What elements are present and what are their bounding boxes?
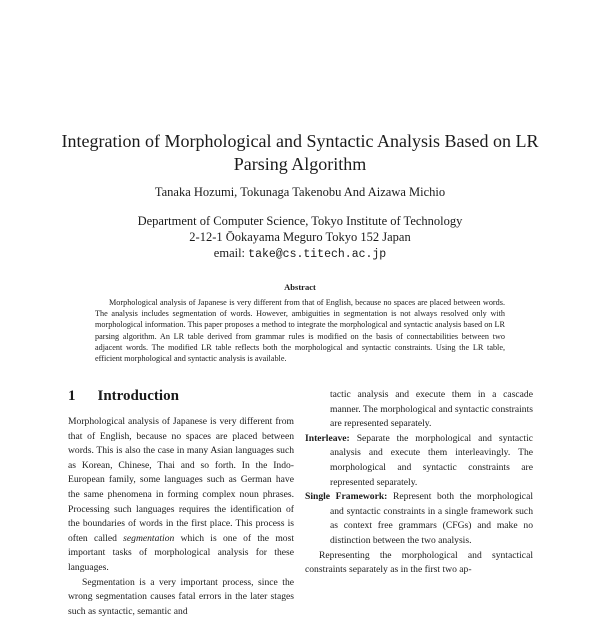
single-framework-item: [305, 490, 533, 548]
single-framework-label: Single Framework:: [305, 491, 388, 503]
segmentation-term: segmentation: [123, 532, 175, 544]
continued-item-text: tactic analysis and execute them in a cascade manner. The morphological and syntactic constraints are represented separately.: [330, 389, 533, 430]
right-column: [305, 388, 533, 578]
section-title: Introduction: [97, 388, 179, 404]
authors: Tanaka Hozumi, Tokunaga Takenobu And Aizawa Michio: [154, 185, 446, 199]
paper-title: Integration of Morphological and Syntactic Analysis Based on LR Parsing Algorithm: [61, 131, 539, 174]
interleave-item: [305, 432, 533, 490]
affiliation: [0, 213, 600, 263]
abstract-heading: Abstract: [284, 282, 316, 292]
interleave-label: Interleave:: [305, 432, 350, 444]
address: 2-12-1 Ōokayama Meguro Tokyo 152 Japan: [189, 230, 411, 244]
section-number: 1: [68, 388, 76, 404]
intro-p1-end: which is one of the most important tasks of morphological analysis for these languages.: [68, 532, 294, 573]
right-paragraph: Representing the morphological and syntactical constraints separately as in the first two ap-: [305, 549, 533, 576]
interleave-text: Separate the morphological and syntactic analysis and execute them interleavingly. The morphological and syntactic constraints are represented separately.: [330, 432, 533, 488]
left-column: [68, 415, 294, 619]
intro-paragraph-2: Segmentation is a very important process, since the wrong segmentation causes fatal errors in the later stages such as syntactic, semantic and: [68, 576, 294, 617]
single-framework-text: Represent both the morphological and syntactic constraints in a single framework such as context free grammars (CFGs) and make no distinction between the two analysis.: [330, 491, 533, 546]
email-label: email:: [213, 246, 246, 260]
email-address: take@cs.titech.ac.jp: [248, 248, 387, 261]
section-heading: [68, 388, 179, 405]
intro-paragraph-1: [68, 415, 294, 576]
abstract-text: Morphological analysis of Japanese is very different from that of English, because no spaces are placed between words. The analysis includes segmentation of words. However, ambiguities in segmentation is not always resolved only with morphological information. This paper proposes a method to integrate the morphological and syntactic analysis based on LR parsing algorithm. An LR table derived from grammar rules is modified on the basis of connectabilities between two adjacent words. The modified LR table reflects both the morphological and syntactic constraints. Using the LR table, efficient morphological and syntactic analysis is available.: [95, 298, 505, 364]
intro-p1-start: Morphological analysis of Japanese is very different from that of English, because no spaces are placed between words. This is also the case in many Asian languages such as Korean, Chinese, Thai and so forth. In the Indo-European family, some languages such as German have the same phenomena in forming complex noun phrases. Processing such languages requires the identification of the boundaries of words in the first place. This process is often called: [68, 416, 294, 544]
department: Department of Computer Science, Tokyo Institute of Technology: [137, 214, 463, 228]
email-line: [0, 245, 600, 263]
